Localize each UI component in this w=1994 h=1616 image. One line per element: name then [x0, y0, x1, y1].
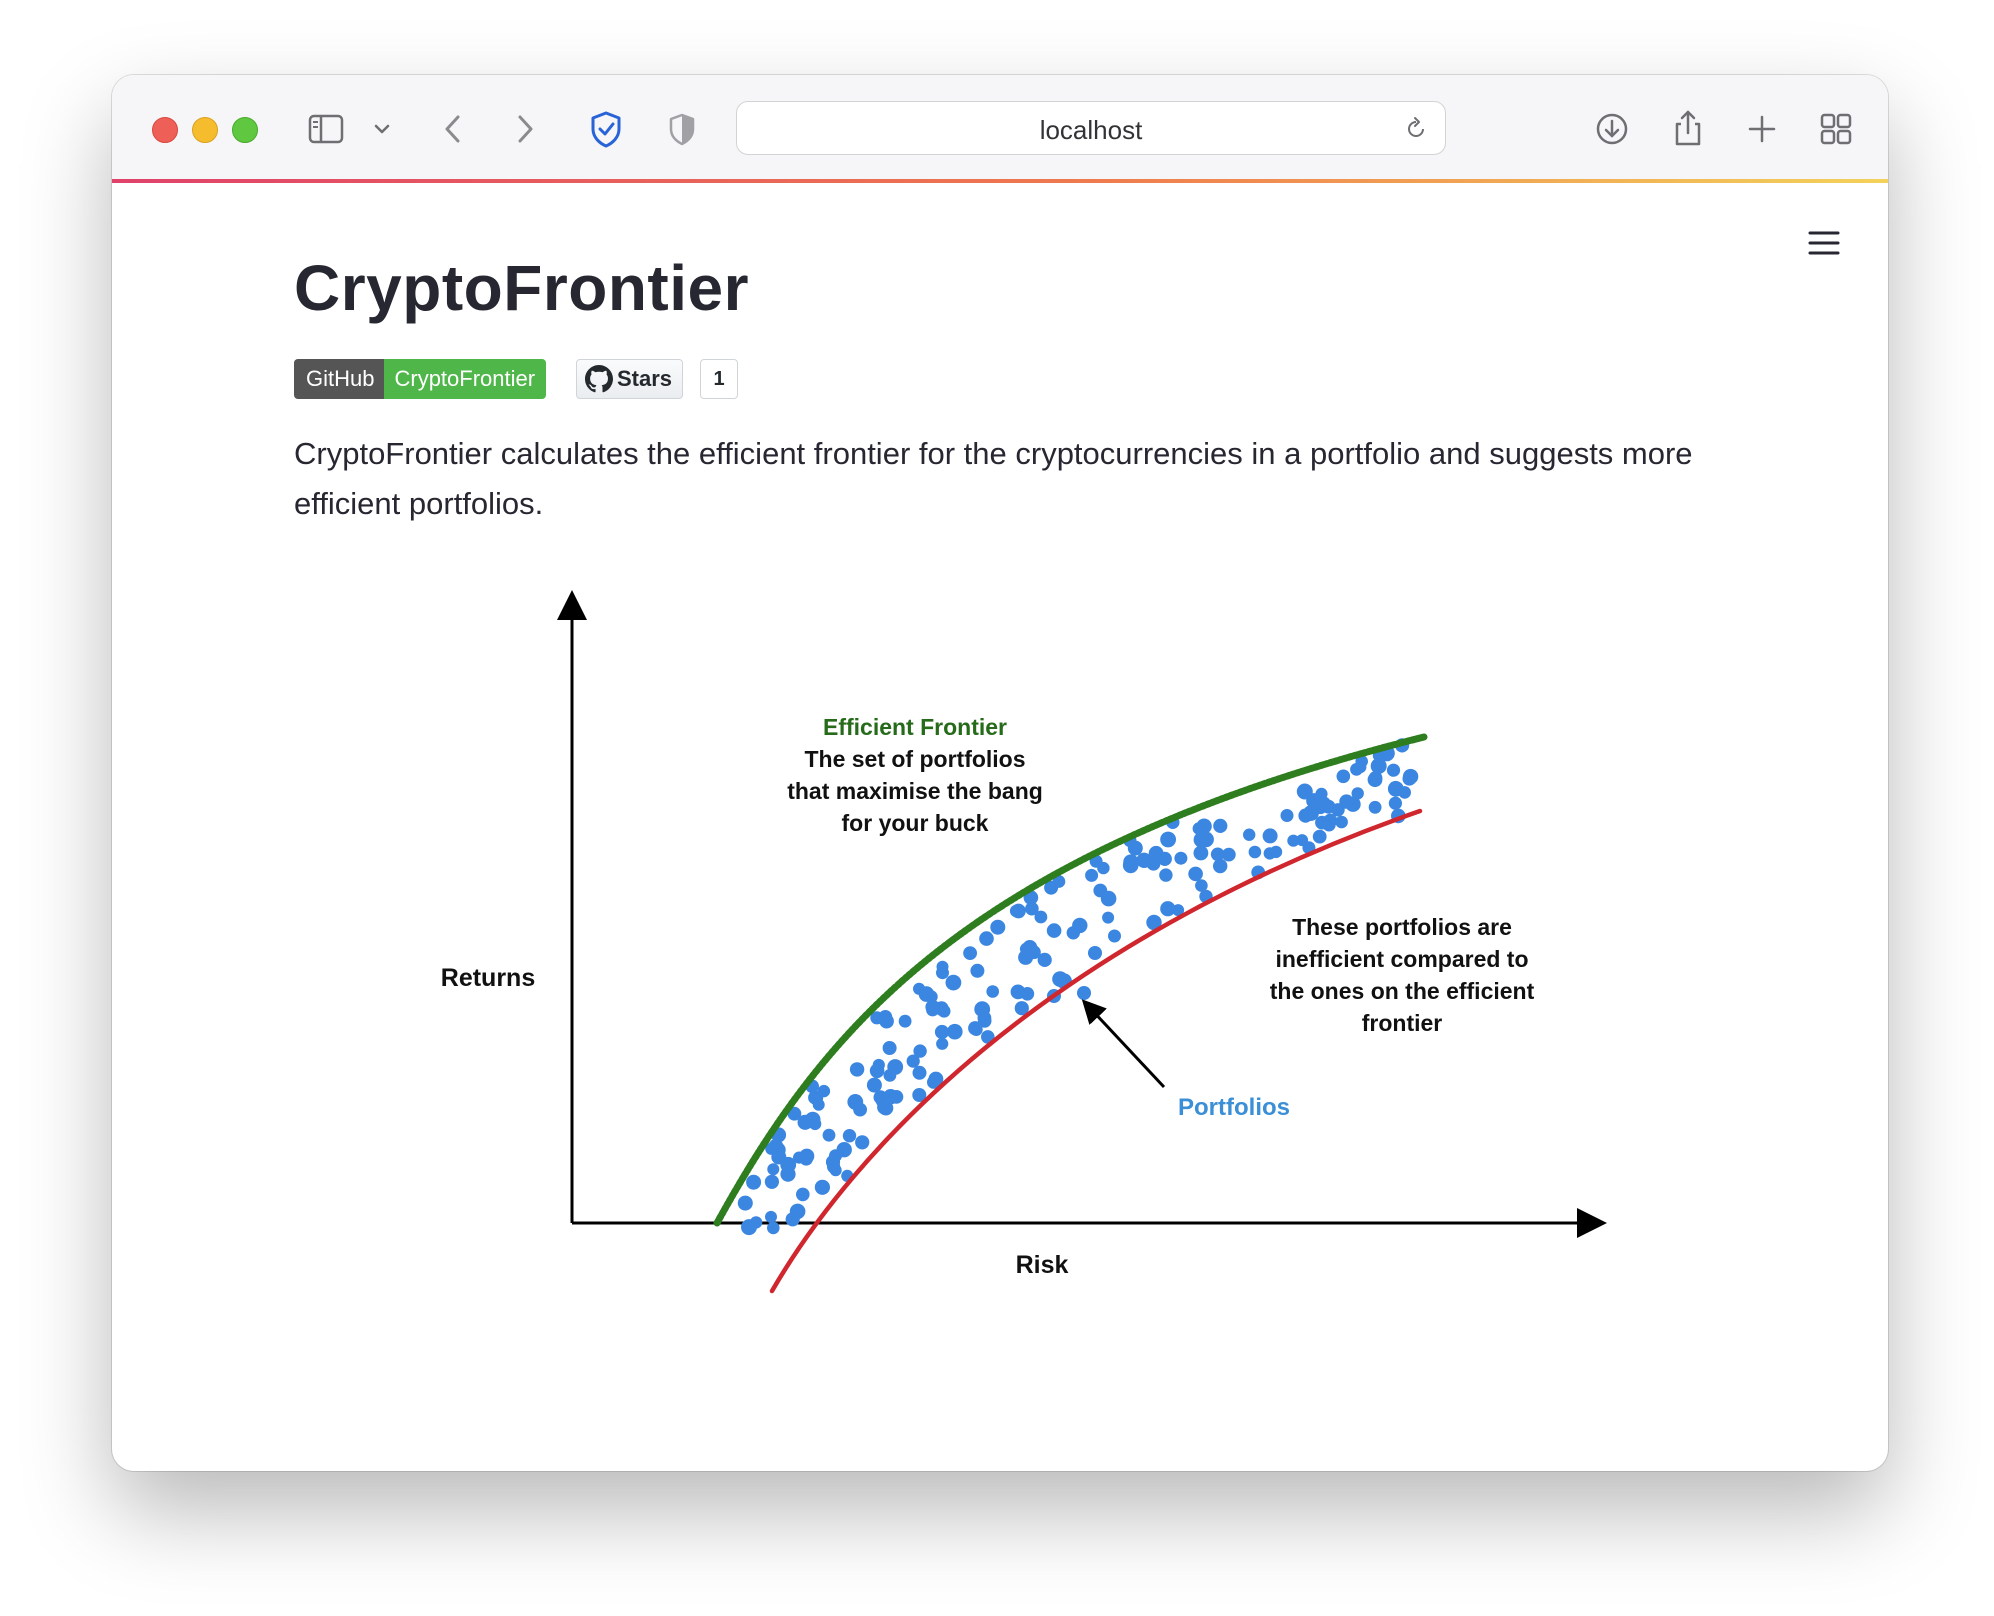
portfolio-dot	[870, 1064, 885, 1079]
portfolio-dot	[1174, 852, 1187, 865]
portfolio-dot	[767, 1163, 779, 1175]
portfolio-dot	[986, 985, 999, 998]
download-icon[interactable]	[1588, 105, 1636, 153]
portfolio-dot	[767, 1222, 780, 1235]
inefficient-note-line-4: frontier	[1361, 1010, 1443, 1036]
app-content	[112, 183, 1888, 1471]
portfolio-dot	[907, 1055, 920, 1068]
github-repo-badge[interactable]	[294, 359, 546, 399]
browser-toolbar	[112, 75, 1888, 182]
portfolio-dot	[799, 1152, 813, 1166]
share-icon[interactable]	[1664, 105, 1712, 153]
hamburger-icon[interactable]	[1800, 219, 1848, 267]
portfolio-dot	[1249, 846, 1262, 859]
portfolio-dot	[1067, 926, 1080, 939]
portfolio-dot	[883, 1041, 897, 1055]
close-window-button[interactable]	[152, 117, 178, 143]
portfolio-dot	[1354, 761, 1366, 773]
chevron-down-icon[interactable]	[358, 105, 406, 153]
frontier-desc-line-2: that maximise the bang	[787, 778, 1043, 804]
efficient-frontier-diagram	[402, 583, 1622, 1443]
portfolio-dot	[815, 1180, 830, 1195]
portfolio-dot	[829, 1149, 842, 1162]
portfolio-dot	[853, 1103, 867, 1117]
shield-check-icon[interactable]	[582, 105, 630, 153]
x-axis-label: Risk	[1015, 1251, 1069, 1279]
address-bar[interactable]	[736, 101, 1446, 155]
portfolio-dot	[1371, 758, 1387, 774]
portfolio-dot	[1270, 846, 1282, 858]
portfolio-dot	[935, 1025, 949, 1039]
github-badge-repo: CryptoFrontier	[384, 359, 546, 399]
portfolio-dot	[850, 1062, 864, 1076]
browser-window	[112, 75, 1888, 1471]
portfolio-dot	[1123, 854, 1139, 870]
y-axis-label: Returns	[440, 964, 536, 992]
portfolio-dot	[1108, 930, 1121, 943]
portfolio-dot	[1188, 867, 1203, 882]
portfolio-dot	[1022, 940, 1037, 955]
portfolio-dot	[1387, 764, 1400, 777]
github-badge-label: GitHub	[294, 359, 384, 399]
portfolio-dot	[1213, 819, 1227, 833]
inefficient-note-line-2: inefficient compared to	[1275, 946, 1529, 972]
portfolio-dot	[979, 931, 994, 946]
portfolio-dot	[879, 1014, 894, 1029]
portfolio-dot	[1077, 986, 1091, 1000]
page-title: CryptoFrontier	[294, 252, 749, 324]
portfolio-dot	[1038, 953, 1052, 967]
portfolio-dot	[1303, 805, 1319, 821]
frontier-desc-line-1: The set of portfolios	[804, 746, 1026, 772]
portfolio-dot	[1085, 869, 1098, 882]
portfolio-dot	[1035, 911, 1048, 924]
portfolio-dot	[746, 1175, 761, 1190]
github-icon	[585, 365, 613, 393]
reload-icon[interactable]	[1401, 114, 1431, 144]
tab-overview-icon[interactable]	[1812, 105, 1860, 153]
zoom-window-button[interactable]	[232, 117, 258, 143]
portfolio-dot	[970, 964, 984, 978]
portfolio-dot	[823, 1129, 836, 1142]
portfolios-pointer-arrow	[1090, 1008, 1164, 1087]
sidebar-icon[interactable]	[302, 105, 350, 153]
minimize-window-button[interactable]	[192, 117, 218, 143]
portfolio-dot	[1287, 835, 1299, 847]
portfolio-dot	[1338, 770, 1350, 782]
portfolio-dot	[899, 1015, 912, 1028]
portfolio-dot	[1335, 816, 1348, 829]
portfolio-dot	[741, 1219, 757, 1235]
portfolio-dot	[867, 1078, 882, 1093]
forward-icon[interactable]	[500, 105, 548, 153]
portfolio-dot	[1281, 809, 1294, 822]
portfolio-dot	[936, 966, 949, 979]
portfolio-dot	[1388, 781, 1404, 797]
portfolio-dot	[919, 986, 935, 1002]
portfolio-dot	[990, 920, 1005, 935]
portfolio-dot	[1195, 879, 1208, 892]
portfolio-dot	[1193, 822, 1206, 835]
portfolio-dot	[1403, 769, 1418, 784]
back-icon[interactable]	[430, 105, 478, 153]
portfolio-dot	[786, 1212, 800, 1226]
stars-count[interactable]: 1	[700, 359, 738, 399]
portfolio-dot	[1213, 859, 1227, 873]
url-text[interactable]: localhost	[1039, 115, 1143, 145]
portfolio-dot	[1160, 832, 1176, 848]
portfolio-dot	[883, 1089, 898, 1104]
portfolio-dot	[884, 1069, 897, 1082]
inefficient-note-line-1: These portfolios are	[1292, 914, 1512, 940]
portfolio-dot	[970, 1023, 983, 1036]
portfolio-dot	[827, 1160, 840, 1173]
portfolio-dot	[855, 1135, 869, 1149]
portfolio-dot	[796, 1188, 810, 1202]
portfolio-dot	[963, 946, 977, 960]
portfolio-dot	[1158, 852, 1172, 866]
portfolio-dot	[1159, 868, 1172, 881]
portfolio-dot	[765, 1175, 779, 1189]
new-tab-plus-icon[interactable]	[1738, 105, 1786, 153]
portfolio-dot	[946, 975, 962, 991]
github-stars-button[interactable]	[576, 359, 683, 399]
inefficient-curve	[772, 811, 1420, 1291]
privacy-shield-icon[interactable]	[658, 105, 706, 153]
portfolio-dot	[913, 1066, 927, 1080]
frontier-desc-line-3: for your buck	[841, 810, 989, 836]
portfolio-dot	[1368, 772, 1383, 787]
portfolio-dot	[936, 1038, 948, 1050]
portfolio-dot	[770, 1142, 785, 1157]
portfolio-dot	[1263, 828, 1278, 843]
stars-label: Stars	[617, 366, 673, 391]
inefficient-note-line-3: the ones on the efficient	[1269, 978, 1535, 1004]
portfolio-dot	[1389, 797, 1402, 810]
efficient-frontier-label: Efficient Frontier	[822, 714, 1008, 740]
portfolio-dot	[1093, 884, 1107, 898]
portfolio-dot	[1102, 912, 1114, 924]
portfolio-dot	[1322, 818, 1335, 831]
portfolio-dot	[1128, 841, 1143, 856]
portfolio-dot	[1369, 801, 1382, 814]
portfolio-dot	[1313, 830, 1327, 844]
portfolio-dot	[1352, 787, 1364, 799]
portfolio-dot	[738, 1196, 753, 1211]
portfolio-dot	[938, 1005, 951, 1018]
portfolio-dot	[1194, 846, 1209, 861]
portfolio-dot	[813, 1099, 825, 1111]
portfolio-dot	[780, 1167, 795, 1182]
portfolio-dot	[1021, 987, 1035, 1001]
portfolio-dot	[765, 1211, 777, 1223]
portfolio-dot	[1243, 829, 1255, 841]
app-description: CryptoFrontier calculates the efficient frontier for the cryptocurrencies in a portfolio and suggests more efficient portfolios.	[294, 436, 1693, 521]
portfolio-dot	[1211, 848, 1225, 862]
portfolio-dot	[805, 1112, 821, 1128]
portfolio-dot	[1047, 923, 1062, 938]
portfolio-dot	[1011, 904, 1026, 919]
portfolio-dot	[1339, 794, 1353, 808]
portfolios-label: Portfolios	[1178, 1094, 1290, 1121]
portfolio-dot	[1088, 946, 1102, 960]
portfolio-dot	[843, 1129, 856, 1142]
portfolio-dot	[947, 1024, 963, 1040]
